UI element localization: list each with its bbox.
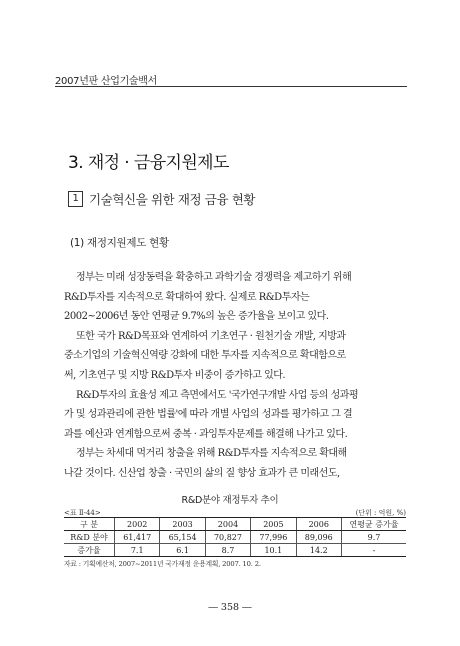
table-label: <표 Ⅱ-44>: [64, 509, 101, 517]
table-cell: -: [342, 544, 407, 557]
table-unit: (단위 : 억원, %): [355, 509, 406, 517]
header-rule: [55, 86, 407, 87]
body-line: 과를 예산과 연계함으로써 중복 · 과잉투자문제를 해결해 나가고 있다.: [64, 428, 348, 440]
table-cell: 9.7: [342, 531, 407, 544]
table-header-cell: 2002: [115, 518, 160, 531]
table-cell: 6.1: [160, 544, 205, 557]
table-header-cell: 2005: [251, 518, 296, 531]
table-source-note: 자료 : 기획예산처, 2007~2011년 국가재정 운용계획, 2007. 10. 2.: [64, 560, 261, 568]
subsubsection-heading: (1) 재정지원제도 현황: [70, 237, 169, 249]
body-line: 써, 기초연구 및 지방 R&D투자 비중이 증가하고 있다.: [64, 369, 286, 381]
table-header-cell: 2004: [205, 518, 250, 531]
table-cell: 77,996: [251, 531, 296, 544]
table-header-cell: 구 분: [64, 518, 115, 531]
body-line: R&D투자의 효율성 제고 측면에서도 '국가연구개발 사업 등의 성과평: [76, 389, 359, 401]
body-line: 나갈 것이다. 신산업 창출 · 국민의 삶의 질 향상 효과가 큰 미래선도,: [64, 467, 340, 479]
rd-investment-table: [64, 517, 406, 557]
table-header-cell: 2003: [160, 518, 205, 531]
table-cell: R&D 분야: [64, 531, 115, 544]
table-cell: 7.1: [115, 544, 160, 557]
body-line: 2002~2006년 동안 연평균 9.7%의 높은 증가율을 보이고 있다.: [64, 311, 329, 323]
body-line: 정부는 차세대 먹거리 창출을 위해 R&D투자를 지속적으로 확대해: [76, 448, 347, 460]
body-line: 가 및 성과관리에 관한 법률'에 따라 개별 사업의 성과를 평가하고 그 결: [64, 409, 353, 421]
table-cell: 8.7: [205, 544, 250, 557]
table-cell: 65,154: [160, 531, 205, 544]
table-cell: 89,096: [296, 531, 341, 544]
body-line: 중소기업의 기술혁신역량 강화에 대한 투자를 지속적으로 확대함으로: [64, 350, 346, 362]
body-text: [64, 268, 406, 484]
table-cell: 61,417: [115, 531, 160, 544]
page-number: ― 358 ―: [208, 602, 252, 613]
table-row: [64, 531, 406, 544]
body-line: R&D투자를 지속적으로 확대하여 왔다. 실제로 R&D투자는: [64, 291, 310, 303]
table-cell: 증가율: [64, 544, 115, 557]
table-header-row: [64, 518, 406, 531]
body-line: 또한 국가 R&D목표와 연계하여 기초연구 · 원천기술 개발, 지방과: [76, 330, 346, 342]
table-title: R&D분야 재정투자 추이: [181, 495, 279, 506]
table-cell: 10.1: [251, 544, 296, 557]
subsection-title: 기술혁신을 위한 재정 금융 현황: [89, 192, 256, 207]
table-cell: 70,827: [205, 531, 250, 544]
table-header-cell: 2006: [296, 518, 341, 531]
table-header-cell: 연평균 증가율: [342, 518, 407, 531]
section-heading: 3. 재정 · 금융지원제도: [68, 153, 229, 173]
subsection-number-box: 1: [68, 191, 83, 207]
running-header-title: 2007년판 산업기술백서: [55, 76, 158, 87]
table-cell: 14.2: [296, 544, 341, 557]
subsection-heading: [68, 190, 255, 208]
table-row: [64, 544, 406, 557]
body-line: 정부는 미래 성장동력을 확충하고 과학기술 경쟁력을 제고하기 위해: [76, 272, 352, 283]
